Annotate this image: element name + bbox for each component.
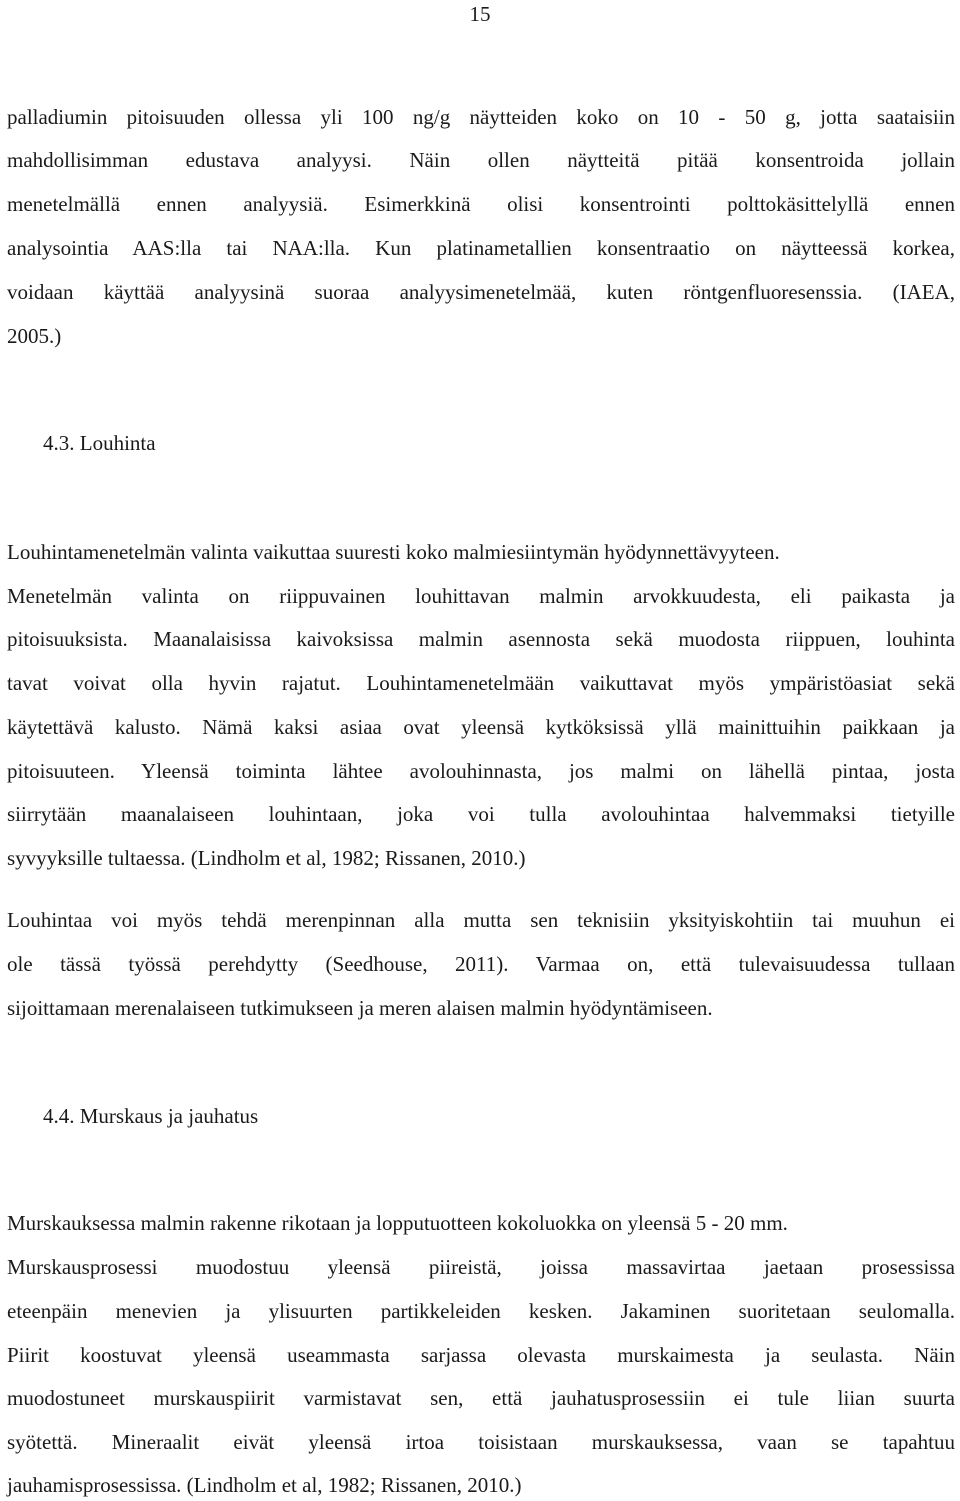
section-heading-murskaus-ja-jauhatus: 4.4. Murskaus ja jauhatus	[43, 1104, 259, 1128]
text-line: ole tässä työssä perehdytty (Seedhouse, 2011). Varmaa on, että tulevaisuudessa tullaan	[7, 952, 955, 976]
text-line: voidaan käyttää analyysinä suoraa analyysimenetelmää, kuten röntgenfluoresenssia. (IAEA,	[7, 280, 955, 304]
text-line: käytettävä kalusto. Nämä kaksi asiaa ovat yleensä kytköksissä yllä mainittuihin paikkaan ja	[7, 715, 955, 739]
text-line: mahdollisimman edustava analyysi. Näin ollen näytteitä pitää konsentroida jollain	[7, 148, 955, 172]
text-line: Louhintaa voi myös tehdä merenpinnan alla mutta sen teknisiin yksityiskohtiin tai muuhun ei	[7, 908, 955, 932]
text-line: Murskauksessa malmin rakenne rikotaan ja lopputuotteen kokoluokka on yleensä 5 - 20 mm.	[7, 1211, 788, 1235]
text-line: Murskausprosessi muodostuu yleensä piireistä, joissa massavirtaa jaetaan prosessissa	[7, 1255, 955, 1279]
text-line: tavat voivat olla hyvin rajatut. Louhintamenetelmään vaikuttavat myös ympäristöasiat sekä	[7, 671, 955, 695]
text-line: Louhintamenetelmän valinta vaikuttaa suuresti koko malmiesiintymän hyödynnettävyyteen.	[7, 540, 780, 564]
text-line: Piirit koostuvat yleensä useammasta sarjassa olevasta murskaimesta ja seulasta. Näin	[7, 1343, 955, 1367]
section-heading-louhinta: 4.3. Louhinta	[43, 431, 156, 455]
text-line: palladiumin pitoisuuden ollessa yli 100 ng/g näytteiden koko on 10 - 50 g, jotta saataisiin	[7, 105, 955, 129]
text-line: siirrytään maanalaiseen louhintaan, joka voi tulla avolouhintaa halvemmaksi tietyille	[7, 802, 955, 826]
text-line: syvyyksille tultaessa. (Lindholm et al, 1982; Rissanen, 2010.)	[7, 846, 526, 870]
text-line: jauhamisprosessissa. (Lindholm et al, 1982; Rissanen, 2010.)	[7, 1473, 522, 1497]
text-line: analysointia AAS:lla tai NAA:lla. Kun platinametallien konsentraatio on näytteessä korkea,	[7, 236, 955, 260]
text-line: 2005.)	[7, 324, 62, 348]
text-line: syötettä. Mineraalit eivät yleensä irtoa toisistaan murskauksessa, vaan se tapahtuu	[7, 1430, 955, 1454]
text-line: muodostuneet murskauspiirit varmistavat sen, että jauhatusprosessiin ei tule liian suurta	[7, 1386, 955, 1410]
text-line: eteenpäin menevien ja ylisuurten partikkeleiden kesken. Jakaminen suoritetaan seulomalla.	[7, 1299, 955, 1323]
page-number: 15	[469, 2, 491, 26]
text-line: pitoisuuteen. Yleensä toiminta lähtee avolouhinnasta, jos malmi on lähellä pintaa, josta	[7, 759, 955, 783]
text-line: sijoittamaan merenalaiseen tutkimukseen ja meren alaisen malmin hyödyntämiseen.	[7, 996, 713, 1020]
text-line: menetelmällä ennen analyysiä. Esimerkkinä olisi konsentrointi polttokäsittelyllä ennen	[7, 192, 955, 216]
text-line: pitoisuuksista. Maanalaisissa kaivoksissa malmin asennosta sekä muodosta riippuen, louhinta	[7, 627, 955, 651]
text-line: Menetelmän valinta on riippuvainen louhittavan malmin arvokkuudesta, eli paikasta ja	[7, 584, 955, 608]
